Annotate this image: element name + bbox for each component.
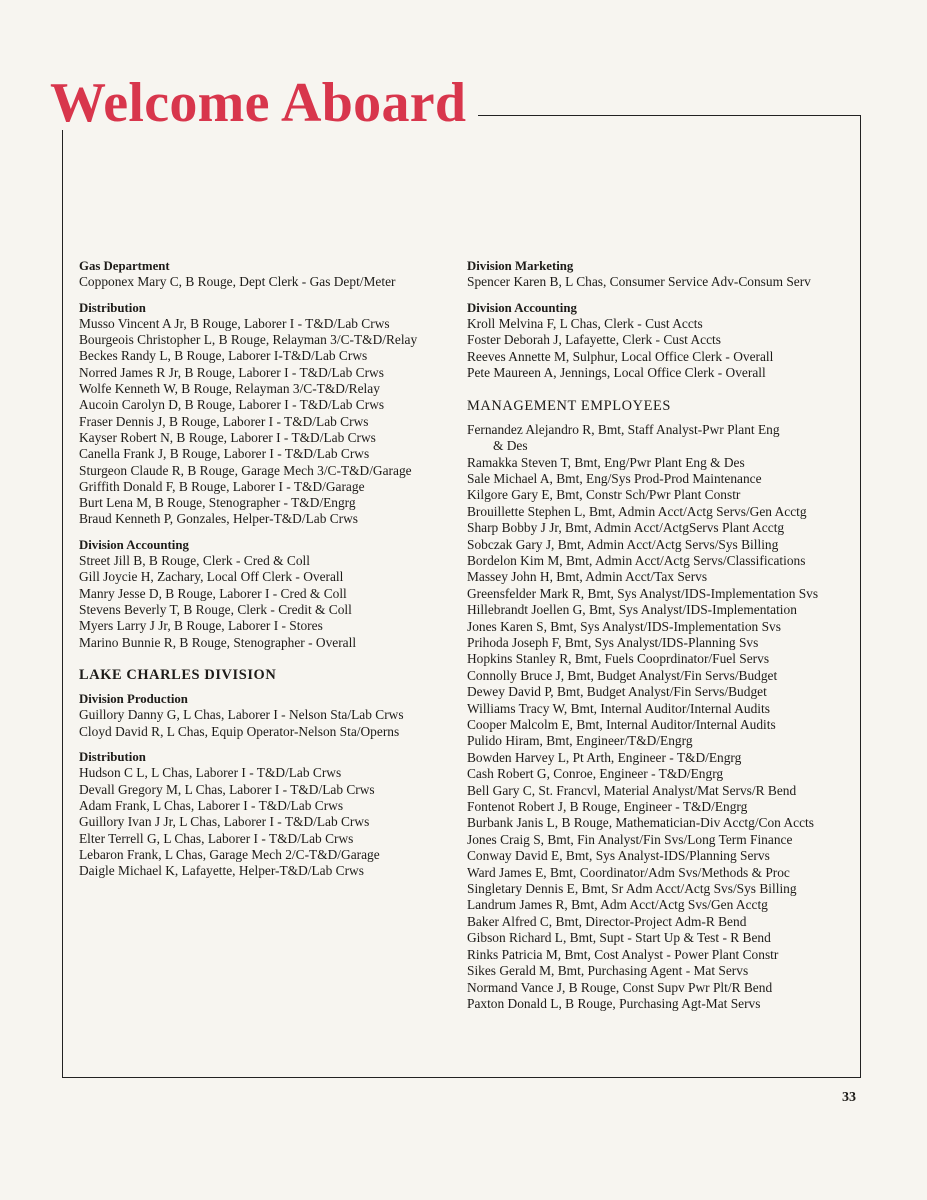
list-item: Cooper Malcolm E, Bmt, Internal Auditor/Internal Audits xyxy=(467,717,776,733)
list-item: Cash Robert G, Conroe, Engineer - T&D/Engrg xyxy=(467,766,724,782)
division-accounting-list xyxy=(79,553,459,651)
entry-continuation: & Des xyxy=(493,438,528,454)
list-item: Connolly Bruce J, Bmt, Budget Analyst/Fin Servs/Budget xyxy=(467,667,778,683)
list-item: Bordelon Kim M, Bmt, Admin Acct/Actg Servs/Classifications xyxy=(467,552,806,568)
section-heading-division-production: Division Production xyxy=(79,692,188,707)
list-item: Hudson C L, L Chas, Laborer I - T&D/Lab Crws xyxy=(79,765,342,781)
section-heading-division-accounting: Division Accounting xyxy=(79,537,189,552)
list-item: Greensfelder Mark R, Bmt, Sys Analyst/IDS-Implementation Svs xyxy=(467,585,819,601)
list-item: Rinks Patricia M, Bmt, Cost Analyst - Power Plant Constr xyxy=(467,946,779,962)
lc-distribution-list xyxy=(79,765,459,879)
list-item: Paxton Donald L, B Rouge, Purchasing Agt-Mat Servs xyxy=(467,995,761,1011)
list-item: Daigle Michael K, Lafayette, Helper-T&D/Lab Crws xyxy=(79,863,364,879)
list-item: Adam Frank, L Chas, Laborer I - T&D/Lab Crws xyxy=(79,797,344,813)
list-item: Guillory Ivan J Jr, L Chas, Laborer I - T&D/Lab Crws xyxy=(79,814,370,830)
frame-rule-bottom xyxy=(62,1077,861,1078)
list-item: Normand Vance J, B Rouge, Const Supv Pwr Plt/R Bend xyxy=(467,979,773,995)
management-list xyxy=(467,455,855,1013)
entry-text: Fernandez Alejandro R, Bmt, Staff Analyst-Pwr Plant Eng xyxy=(467,421,780,437)
list-item: Williams Tracy W, Bmt, Internal Auditor/Internal Audits xyxy=(467,700,770,716)
list-item: Spencer Karen B, L Chas, Consumer Service Adv-Consum Serv xyxy=(467,274,811,290)
gas-department-list xyxy=(79,274,459,290)
list-item: Sale Michael A, Bmt, Eng/Sys Prod-Prod Maintenance xyxy=(467,470,762,486)
list-item: Aucoin Carolyn D, B Rouge, Laborer I - T&D/Lab Crws xyxy=(79,397,385,413)
section-heading-division-marketing: Division Marketing xyxy=(467,259,574,273)
list-item: Conway David E, Bmt, Sys Analyst-IDS/Planning Servs xyxy=(467,848,770,864)
list-item: Dewey David P, Bmt, Budget Analyst/Fin Servs/Budget xyxy=(467,684,767,700)
list-item: Jones Craig S, Bmt, Fin Analyst/Fin Svs/Long Term Finance xyxy=(467,831,793,847)
section-heading-lc-distribution: Distribution xyxy=(79,750,146,765)
list-item: Burt Lena M, B Rouge, Stenographer - T&D/Engrg xyxy=(79,495,356,511)
list-item: Braud Kenneth P, Gonzales, Helper-T&D/Lab Crws xyxy=(79,511,359,527)
list-item: Bell Gary C, St. Francvl, Material Analyst/Mat Servs/R Bend xyxy=(467,782,797,798)
list-item: Fontenot Robert J, B Rouge, Engineer - T&D/Engrg xyxy=(467,799,748,815)
list-item: Beckes Randy L, B Rouge, Laborer I-T&D/Lab Crws xyxy=(79,348,368,364)
division-marketing-list xyxy=(467,274,855,290)
list-item: Stevens Beverly T, B Rouge, Clerk - Credit & Coll xyxy=(79,601,352,617)
list-item: Pete Maureen A, Jennings, Local Office Clerk - Overall xyxy=(467,365,766,381)
list-item: Jones Karen S, Bmt, Sys Analyst/IDS-Implementation Svs xyxy=(467,618,781,634)
list-item: Kilgore Gary E, Bmt, Constr Sch/Pwr Plant Constr xyxy=(467,487,741,503)
frame-rule-left xyxy=(62,130,63,1078)
right-column xyxy=(467,255,855,1012)
list-item: Bowden Harvey L, Pt Arth, Engineer - T&D/Engrg xyxy=(467,749,742,765)
list-item: Myers Larry J Jr, B Rouge, Laborer I - Stores xyxy=(79,618,323,634)
list-item: Prihoda Joseph F, Bmt, Sys Analyst/IDS-Planning Svs xyxy=(467,634,759,650)
list-item: Manry Jesse D, B Rouge, Laborer I - Cred & Coll xyxy=(79,585,347,601)
list-item: Bourgeois Christopher L, B Rouge, Relayman 3/C-T&D/Relay xyxy=(79,332,418,348)
list-item: Fraser Dennis J, B Rouge, Laborer I - T&D/Lab Crws xyxy=(79,413,369,429)
list-item: Guillory Danny G, L Chas, Laborer I - Nelson Sta/Lab Crws xyxy=(79,707,404,723)
frame-rule-right xyxy=(860,115,861,1078)
rc-division-accounting-list xyxy=(467,316,855,382)
list-item: Sikes Gerald M, Bmt, Purchasing Agent - Mat Servs xyxy=(467,963,749,979)
list-item: Foster Deborah J, Lafayette, Clerk - Cust Accts xyxy=(467,332,721,348)
list-item: Canella Frank J, B Rouge, Laborer I - T&D/Lab Crws xyxy=(79,446,370,462)
section-heading-rc-division-accounting: Division Accounting xyxy=(467,300,577,315)
section-heading-lake-charles-division: LAKE CHARLES DIVISION xyxy=(79,666,277,683)
list-item: Sharp Bobby J Jr, Bmt, Admin Acct/ActgServs Plant Acctg xyxy=(467,520,785,536)
list-item: Musso Vincent A Jr, B Rouge, Laborer I - T&D/Lab Crws xyxy=(79,315,390,331)
list-item: Devall Gregory M, L Chas, Laborer I - T&D/Lab Crws xyxy=(79,781,375,797)
list-item: Reeves Annette M, Sulphur, Local Office Clerk - Overall xyxy=(467,348,774,364)
list-item: Ward James E, Bmt, Coordinator/Adm Svs/Methods & Proc xyxy=(467,864,790,880)
distribution-list xyxy=(79,316,459,528)
section-heading-distribution: Distribution xyxy=(79,300,146,315)
list-item: Ramakka Steven T, Bmt, Eng/Pwr Plant Eng & Des xyxy=(467,454,745,470)
page-number: 33 xyxy=(842,1090,856,1105)
list-item: Cloyd David R, L Chas, Equip Operator-Nelson Sta/Operns xyxy=(79,723,400,739)
list-item: Sobczak Gary J, Bmt, Admin Acct/Actg Servs/Sys Billing xyxy=(467,536,779,552)
list-item: Landrum James R, Bmt, Adm Acct/Actg Svs/Gen Acctg xyxy=(467,897,768,913)
list-item: Lebaron Frank, L Chas, Garage Mech 2/C-T&D/Garage xyxy=(79,846,380,862)
section-heading-gas-department: Gas Department xyxy=(79,259,170,273)
list-item: Massey John H, Bmt, Admin Acct/Tax Servs xyxy=(467,569,708,585)
list-item: Gibson Richard L, Bmt, Supt - Start Up & Test - R Bend xyxy=(467,930,771,946)
list-item: Sturgeon Claude R, B Rouge, Garage Mech 3/C-T&D/Garage xyxy=(79,462,412,478)
left-column xyxy=(79,255,459,879)
list-item: Street Jill B, B Rouge, Clerk - Cred & Coll xyxy=(79,553,310,569)
list-item: Gill Joycie H, Zachary, Local Off Clerk - Overall xyxy=(79,569,344,585)
list-item: Burbank Janis L, B Rouge, Mathematician-Div Acctg/Con Accts xyxy=(467,815,814,831)
list-item: Hopkins Stanley R, Bmt, Fuels Cooprdinator/Fuel Servs xyxy=(467,651,770,667)
list-item: Hillebrandt Joellen G, Bmt, Sys Analyst/IDS-Implementation xyxy=(467,602,797,618)
page-title: Welcome Aboard xyxy=(50,72,467,134)
list-item: Griffith Donald F, B Rouge, Laborer I - T&D/Garage xyxy=(79,478,365,494)
list-item: Norred James R Jr, B Rouge, Laborer I - T&D/Lab Crws xyxy=(79,364,384,380)
list-item xyxy=(467,422,855,455)
list-item: Wolfe Kenneth W, B Rouge, Relayman 3/C-T&D/Relay xyxy=(79,381,380,397)
list-item: Baker Alfred C, Bmt, Director-Project Adm-R Bend xyxy=(467,913,747,929)
list-item: Pulido Hiram, Bmt, Engineer/T&D/Engrg xyxy=(467,733,693,749)
section-heading-management-employees: MANAGEMENT EMPLOYEES xyxy=(467,397,672,414)
list-item: Copponex Mary C, B Rouge, Dept Clerk - Gas Dept/Meter xyxy=(79,274,396,290)
list-item: Kroll Melvina F, L Chas, Clerk - Cust Accts xyxy=(467,316,703,331)
list-item: Brouillette Stephen L, Bmt, Admin Acct/Actg Servs/Gen Acctg xyxy=(467,503,807,519)
list-item: Elter Terrell G, L Chas, Laborer I - T&D/Lab Crws xyxy=(79,830,354,846)
list-item: Kayser Robert N, B Rouge, Laborer I - T&D/Lab Crws xyxy=(79,429,376,445)
list-item: Marino Bunnie R, B Rouge, Stenographer - Overall xyxy=(79,634,357,650)
frame-rule-top xyxy=(478,115,861,116)
division-production-list xyxy=(79,707,459,740)
list-item: Singletary Dennis E, Bmt, Sr Adm Acct/Actg Svs/Sys Billing xyxy=(467,881,797,897)
